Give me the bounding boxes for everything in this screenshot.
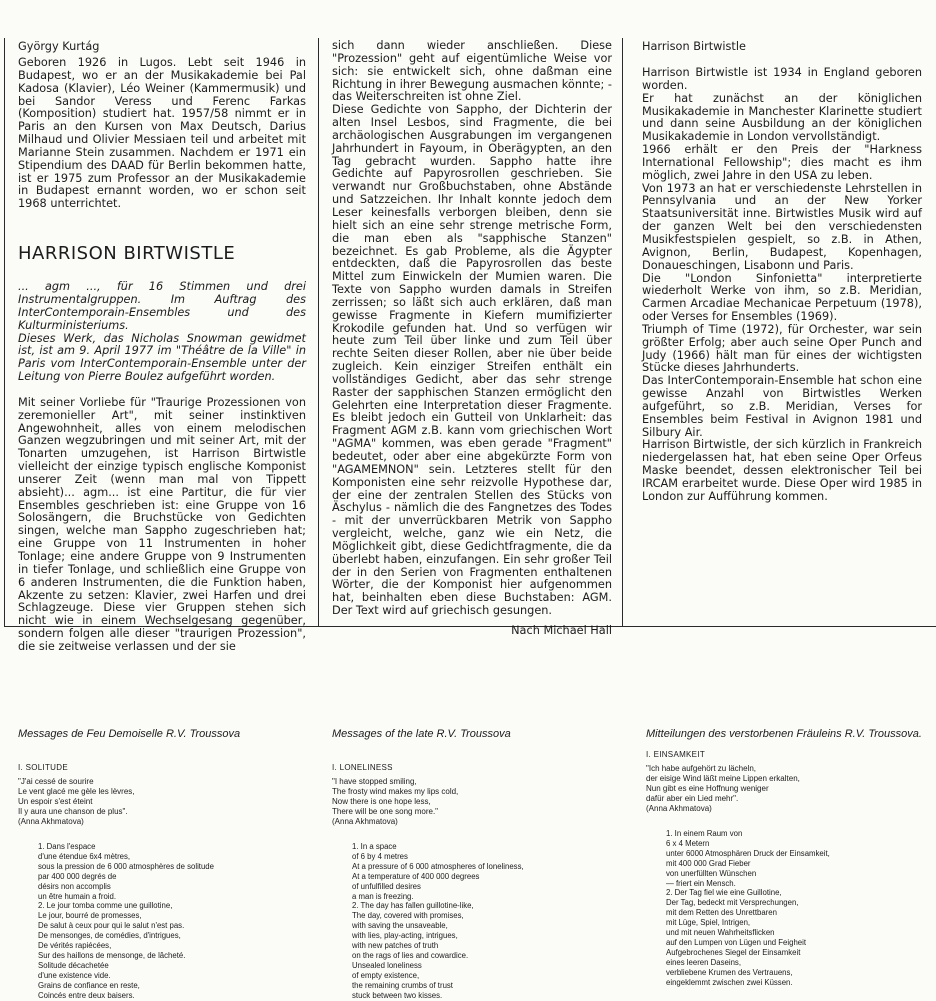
column-sappho-essay <box>332 40 612 637</box>
german-poem: 1. In einem Raum von 6 x 4 Metern unter 6000 Atmosphären Druck der Einsamkeit, mit 400 000 Grad Fieber von unerfüllten Wünschen — friert ein Mensch. 2. Der Tag fiel wie eine Guillotine, Der Tag, bedeckt mit Versprechungen, mit dem Retten des Unrettbaren mit Lüge, Spiel, Intrigen, und mit neuen Wahrheitsflicken auf den Lumpen von Lügen und Feigheit Aufgebrochenes Siegel der Einsamkeit eines leeren Daseins, verbliebene Krumen des Vertrauens, eingeklemmt zwischen zwei Küssen. <box>666 829 830 987</box>
column-divider-2 <box>622 38 623 626</box>
column-birtwistle-biography <box>642 40 922 504</box>
french-title: Messages de Feu Demoiselle R.V. Troussova <box>18 728 241 740</box>
german-epigraph: "Ich habe aufgehört zu lächeln, der eisige Wind läßt meine Lippen erkalten, Nun gibt es eine Hoffnung weniger dafür aber ein Lied mehr". (Anna Akhmatova) <box>646 764 800 813</box>
column-divider-1 <box>318 38 319 626</box>
kurtag-biography: Geboren 1926 in Lugos. Lebt seit 1946 in Budapest, wo er an der Musikakademie bei Pal Kadosa (Klavier), Léo Weiner (Kammermusik) und bei Sandor Veress und Ferenc Farkas (Komposition) studiert hat. 1957/58 nimmt er in Paris an den Kursen von Max Deutsch, Darius Milhaud und Olivier Messiaen teil und arbeitet mit Marianne Stein zusammen. Nachdem er 1971 ein Stipendium des DAAD für Berlin bekommen hatte, ist er 1975 zum Professor an der Musikakademie in Budapest ernannt worden, wo er schon seit 1968 unterrichtet. <box>18 56 306 211</box>
birtwistle-biography: Harrison Birtwistle ist 1934 in England geboren worden. Er hat zunächst an der königlichen Musikakademie in Manchester Klarinette studiert und dann seine Ausbildung an der königlichen Musikakademie in London vervollständigt. 1966 erhält er den Preis der "Harkness International Fellowship"; dies macht es ihm möglich, zwei Jahre in den USA zu leben. Von 1973 an hat er verschiedenste Lehrstellen in Pennsylvania und an der New Yorker Staatsuniversität inne. Birtwistles Musik wird auf der ganzen Welt bei den verschiedensten Musikfestspielen gespielt, so z.B. in Athen, Avignon, Berlin, Budapest, Kopenhagen, Donaueschingen, Lisabonn und Paris. Die "London Sinfonietta" interpretierte wiederholt Werke von ihm, so z.B. Meridian, Carmen Arcadiae Mechanicae Perpetuum (1978), oder Verses for Ensembles (1969). Triumph of Time (1972), für Orchester, war sein größter Erfolg; aber auch seine Oper Punch and Judy (1966) hält man für eines der wichtigsten Stücke dieses Jahrhunderts. Das InterContemporain-Ensemble hat schon eine gewisse Anzahl von Birtwistles Werken aufgeführt, so z.B. Meridian, Verses for Ensembles beim Festival in Avignon 1981 und Silbury Air. Harrison Birtwistle, der sich kürzlich in Frankreich niedergelassen hat, hat eben seine Oper Orfeus Maske beendet, dessen elektronischer Teil bei IRCAM erarbeitet wurde. Diese Oper wird 1985 in London zur Aufführung kommen. <box>642 66 922 503</box>
composer-name-kurtag: György Kurtág <box>18 40 100 53</box>
german-section: I. EINSAMKEIT <box>646 750 706 759</box>
french-epigraph: "J'ai cessé de sourire Le vent glacé me gèle les lèvres, Un espoir s'est éteint Il y aura une chanson de plus". (Anna Akhmatova) <box>18 777 135 826</box>
agm-work-intro: ... agm ..., für 16 Stimmen und drei Instrumentalgruppen. Im Auftrag des InterContemporain-Ensembles und des Kulturministeriums. Dieses Werk, das Nicholas Snowman gewidmet ist, ist am 9. April 1977 im "Théâtre de la Ville" in Paris vom InterContemporain-Ensemble unter der Leitung von Pierre Boulez aufgeführt worden. <box>18 280 306 384</box>
french-poem: 1. Dans l'espace d'une étendue 6x4 mètres, sous la pression de 6 000 atmosphères de solitude par 400 000 degrés de désirs non accomplis un être humain a froid. 2. Le jour tomba comme une guillotine, Le jour, bourré de promesses, De salut à ceux pour qui le salut n'est pas. De mensonges, de comédies, d'intrigues, De vérités rapiécées, Sur des haillons de mensonge, de lâcheté. Solitude décachetée d'une existence vide. Grains de confiance en reste, Coincés entre deux baisers. <box>38 842 214 1000</box>
german-title: Mitteilungen des verstorbenen Fräuleins R.V. Troussova. <box>646 728 922 740</box>
column-kurtag-birtwistle <box>18 40 306 654</box>
english-title: Messages of the late R.V. Troussova <box>332 728 511 740</box>
french-section: I. SOLITUDE <box>18 763 68 772</box>
left-border <box>4 38 5 626</box>
birtwistle-essay-part2: sich dann wieder anschließen. Diese "Prozession" geht auf eigentümliche Weise vor sich: sie entwickelt sich, ohne daßman eine Richtung in ihrer Bewegung ausmachen könnte; - das Weiterschreiten ist ohne Ziel. Diese Gedichte von Sappho, der Dichterin der alten Insel Lesbos, sind Fragmente, die bei archäologischen Ausgrabungen im vergangenen Jahrhundert in Fayoum, in Oberägypten, an den Tag gebracht wurden. Sappho hatte ihre Gedichte auf Papyrosrollen geschrieben. Sie verwandt nur Großbuchstaben, ohne Abstände und Satzzeichen. Ihr Inhalt konnte jedoch dem Leser keinesfalls verborgen bleiben, denn sie hielt sich an eine sehr strenge metrische Form, die man eben als "sapphische Stanzen" bezeichnet. Es gab Probleme, als die Ägypter entdeckten, daß die Papyrosrollen das beste Mittel zum Einwickeln der Mumien waren. Die Texte von Sappho wurden damals in Streifen zerrissen; so läßt sich auch erklären, daß man gewisse Fragmente in Kiefern mumifizierter Krokodile gefunden hat. Und so verfügen wir heute zum Teil über linke und zum Teil über rechte Seiten dieser Rollen, aber nie über beide zugleich. Kein einziger Streifen enthält ein vollständiges Gedicht, aber das sehr strenge Raster der sapphischen Stanzen ermöglicht den Gelehrten eine Interpretation dieser Fragmente. Es bleibt jedoch ein Gutteil von Unklarheit: das Fragment AGM z.B. kann vom griechischen Wort "AGMA" kommen, was eben gerade "Fragment" bedeutet, oder aber eine abgekürzte Form von "AGAMEMNON" sein. Letzteres stellt für den Komponisten eine sehr reizvolle Hypothese dar, der eine der zentralen Stellen des Stücks von Äschylus - nämlich die des Fangnetzes des Todes - mit der unverrückbaren Metrik von Sappho vergleicht, welche, ganz wie ein Netz, die Möglichkeit gibt, diese Gedichtfragmente, die da überlebt haben, einzufangen. Ein sehr großer Teil der in den Serien von Fragmenten enthaltenen Wörter, die der Komponist hier aufgenommen hat, beinhalten eben diese Buchstaben: AGM. Der Text wird auf griechisch gesungen. <box>332 39 612 618</box>
biography-title: Harrison Birtwistle <box>642 40 746 53</box>
birtwistle-essay-part1: Mit seiner Vorliebe für "Traurige Prozessionen von zeremonieller Art", mit seiner instinktiven Angewohnheit, alles von einem melodischen Ganzen wegzubringen und mit seiner Art, mit der Tonarten umzugehen, ist Harrison Birtwistle vielleicht der einzige typisch englische Komponist unserer Zeit (wenn man mal von Tippett absieht)... agm... ist eine Partitur, die für vier Ensembles geschrieben ist: eine Gruppe von 16 Solosängern, die Bruchstücke von Gedichten singen, welche man Sappho zugeschrieben hat; eine Gruppe von 11 Instrumenten in hoher Tonlage; eine andere Gruppe von 9 Instrumenten in tiefer Tonlage, und schließlich eine Gruppe von 6 anderen Instrumenten, die die Funktion haben, Akzente zu setzen: Klavier, zwei Harfen und drei Schlagzeuge. Diese vier Gruppen stehen sich nicht wie in einem Wechselgesang gegenüber, sondern folgen alle dieser "traurigen Prozession", die sie zeitweise verlassen und der sie <box>18 395 306 653</box>
essay-credit: Nach Michael Hall <box>511 623 612 637</box>
english-poem: 1. In a space of 6 by 4 metres At a pressure of 6 000 atmospheres of loneliness, At a temperature of 400 000 degrees of unfulfilled desires a man is freezing. 2. The day has fallen guillotine-like, The day, covered with promises, with saving the unsaveable, with lies, play-acting, intrigues, with new patches of truth on the rags of lies and cowardice. Unsealed loneliness of empty existence, the remaining crumbs of trust stuck between two kisses. <box>352 842 524 1000</box>
messages-english <box>332 728 622 1001</box>
messages-french <box>18 728 308 1001</box>
messages-german <box>646 728 924 988</box>
english-epigraph: "I have stopped smiling, The frosty wind makes my lips cold, Now there is one hope less, There will be one song more." (Anna Akhmatova) <box>332 777 459 826</box>
english-section: I. LONELINESS <box>332 763 393 772</box>
birtwistle-heading: HARRISON BIRTWISTLE <box>18 243 236 265</box>
